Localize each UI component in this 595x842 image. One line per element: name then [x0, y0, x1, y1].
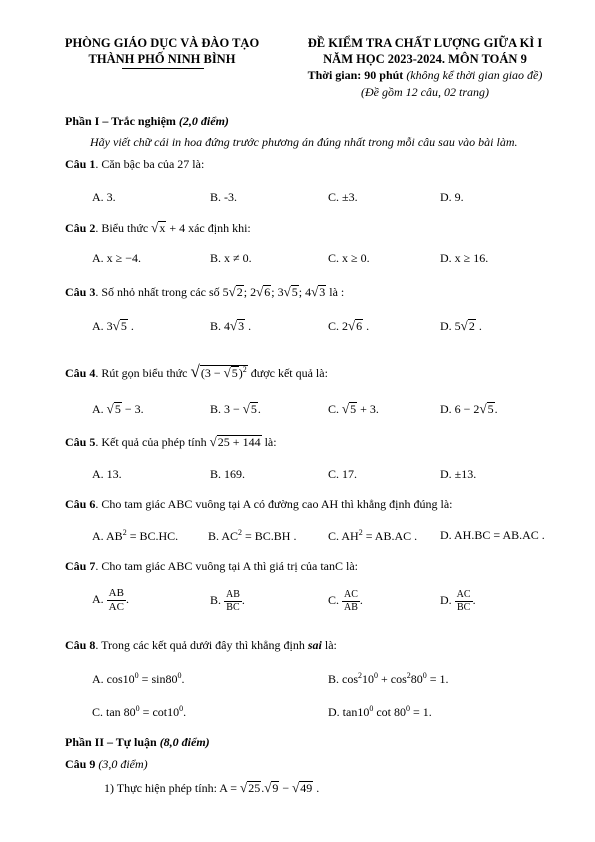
- exponent: 2: [238, 528, 243, 537]
- fraction: [342, 589, 360, 613]
- part2-title: Phần II – Tự luận: [65, 735, 157, 749]
- radicand: 6: [356, 319, 363, 333]
- numerator: AB: [226, 589, 240, 600]
- question-emphasis: sai: [307, 638, 322, 652]
- header-city: THÀNH PHỐ NINH BÌNH: [88, 52, 236, 66]
- radicand: 25 + 144: [217, 435, 261, 449]
- q8-option-c: [92, 704, 186, 720]
- sqrt-sign: √: [228, 284, 236, 299]
- question-label: Câu 3: [65, 285, 96, 299]
- q1-option-c: C. ±3.: [328, 190, 358, 204]
- question-label: Câu 5: [65, 435, 96, 449]
- sqrt-sign: √: [348, 318, 356, 333]
- sqrt-sign: √: [106, 401, 114, 416]
- denominator: AC: [108, 600, 124, 613]
- q7-option-c: C. $\frac{AC}{AB}$ .: [328, 589, 363, 613]
- coef: 3: [277, 285, 284, 299]
- q8-option-b: [328, 671, 449, 687]
- fraction: [224, 589, 242, 613]
- exam-time: [290, 68, 560, 83]
- q4-option-a: [92, 401, 144, 417]
- sqrt-sign: √: [256, 284, 264, 299]
- coef: D. 5: [440, 319, 461, 333]
- option-end: .: [181, 672, 185, 686]
- question-text-post: là :: [326, 285, 345, 299]
- exponent: 2: [122, 528, 127, 537]
- sqrt-sign: √: [342, 401, 350, 416]
- radicand: 2: [236, 285, 243, 299]
- part2-points: (8,0 điểm): [159, 735, 210, 749]
- q4-option-d: [440, 401, 498, 417]
- exponent: 2: [242, 365, 247, 374]
- option-mid: + cos: [378, 672, 407, 686]
- time-label: Thời gian: 90 phút: [307, 68, 404, 82]
- q6-option-d: D. AH.BC = AB.AC .: [440, 528, 545, 542]
- question-text-pre: . Trong các kết quả dưới đây thì khẳng định: [95, 638, 308, 652]
- radicand: 5: [114, 402, 121, 416]
- q4-option-b: [210, 401, 261, 417]
- sqrt-sign: √: [479, 401, 487, 416]
- q6-option-c: [328, 528, 417, 544]
- question-text-pre: . Rút gọn biểu thức: [95, 366, 191, 380]
- sqrt-sign: √: [460, 318, 468, 333]
- radicand: 2: [468, 319, 475, 333]
- option-post: = AB.AC .: [362, 529, 418, 543]
- option-mid: 80: [410, 672, 423, 686]
- q2-option-a: A. x ≥ −4.: [92, 251, 142, 265]
- question-9: [65, 757, 148, 772]
- coef: 5: [222, 285, 229, 299]
- degree: 0: [369, 704, 374, 713]
- question-2: [65, 220, 251, 236]
- numerator: AC: [456, 589, 471, 600]
- option-post: = BC.HC.: [126, 529, 179, 543]
- option-end: = 1.: [410, 705, 432, 719]
- degree: 0: [177, 671, 182, 680]
- question-text-post: là:: [321, 638, 337, 652]
- option-pre: B. AC: [208, 529, 239, 543]
- sqrt-sign: √: [240, 780, 248, 795]
- radicand: 5: [231, 366, 238, 380]
- radicand: 49: [300, 781, 313, 795]
- question-label: Câu 4: [65, 366, 96, 380]
- radicand: 9: [272, 781, 279, 795]
- denominator: BC: [456, 601, 471, 613]
- radicand: 5: [487, 402, 494, 416]
- radicand: 3: [238, 319, 245, 333]
- exponent: 2: [358, 528, 363, 537]
- q6-option-b: [208, 528, 296, 544]
- degree: 0: [406, 704, 410, 713]
- q4-option-c: [328, 401, 379, 417]
- question-text: . Cho tam giác ABC vuông tại A thì giá trị của tanC là:: [95, 559, 358, 573]
- option-pre: B. cos: [328, 672, 358, 686]
- option-pre: A. cos10: [92, 672, 135, 686]
- radicand-outer: [200, 365, 248, 380]
- radicand: 5: [250, 402, 257, 416]
- option-letter: B.: [210, 592, 222, 607]
- question-label: Câu 6: [65, 497, 96, 511]
- sqrt-sign: √: [292, 780, 300, 795]
- question-8: [65, 638, 337, 653]
- part1-instruction: Hãy viết chữ cái in hoa đứng trước phương án đúng nhất trong mỗi câu sau vào bài làm.: [90, 135, 518, 149]
- question-5: [65, 434, 277, 450]
- option-letter: C.: [328, 592, 340, 607]
- q7-option-b: B. $\frac{AB}{BC}$ .: [210, 589, 245, 613]
- q2-option-b: B. x ≠ 0.: [210, 251, 252, 265]
- q5-option-c: C. 17.: [328, 467, 358, 481]
- option-post: .: [257, 402, 261, 416]
- degree: 0: [134, 671, 139, 680]
- question-label: Câu 2: [65, 221, 96, 235]
- radicand: 5: [291, 285, 298, 299]
- sqrt-sign: √: [283, 284, 291, 299]
- question-text: . Căn bậc ba của 27 là:: [95, 157, 205, 171]
- q8-option-d: [328, 704, 432, 720]
- question-text-pre: . Biểu thức: [95, 221, 152, 235]
- option-pre: D. tan10: [328, 705, 370, 719]
- q8-option-a: [92, 671, 184, 687]
- option-pre: A. AB: [92, 529, 123, 543]
- sqrt-sign: √: [264, 780, 272, 795]
- sqrt-sign: √: [311, 284, 319, 299]
- option-pre: B. 3 −: [210, 402, 243, 416]
- option-pre: C. AH: [328, 529, 359, 543]
- coef: 4: [305, 285, 312, 299]
- question-points: (3,0 điểm): [98, 757, 148, 771]
- radicand: x: [159, 221, 166, 235]
- option-post: + 3.: [357, 402, 379, 416]
- question-label: Câu 9: [65, 757, 96, 771]
- option-pre: A.: [92, 402, 107, 416]
- q3-option-d: D. 5√2 .: [440, 318, 482, 333]
- item-end: .: [313, 781, 320, 795]
- q3-option-a: A. 3√5 .: [92, 318, 134, 333]
- option-pre: D. 6 − 2: [440, 402, 480, 416]
- q9-item-1: [104, 780, 319, 796]
- radicand: 5: [350, 402, 357, 416]
- radicand: 3: [319, 285, 326, 299]
- question-text: . Cho tam giác ABC vuông tại A có đường cao AH thì khẳng định đúng là:: [95, 497, 453, 511]
- option-pre: C. tan 80: [92, 705, 136, 719]
- item-text: 1) Thực hiện phép tính: A =: [104, 781, 241, 795]
- part1-title: Phần I – Trắc nghiệm: [65, 114, 176, 128]
- expr-tail: + 4: [166, 221, 186, 235]
- question-text-pre: . Kết quả của phép tính: [95, 435, 210, 449]
- q5-option-a: A. 13.: [92, 467, 122, 481]
- q2-option-d: D. x ≥ 16.: [440, 251, 489, 265]
- question-text-post: xác định khi:: [185, 221, 251, 235]
- header-department: PHÒNG GIÁO DỤC VÀ ĐÀO TẠO: [64, 36, 260, 50]
- sqrt-sign: √: [230, 318, 238, 333]
- q3-option-c: C. 2√6 .: [328, 318, 370, 333]
- q5-option-d: D. ±13.: [440, 467, 477, 481]
- fraction: [455, 589, 473, 613]
- option-post: .: [494, 402, 498, 416]
- option-mid: = cot10: [139, 705, 180, 719]
- pages-note: (Đề gồm 12 câu, 02 trang): [361, 85, 489, 99]
- sqrt-sign: √: [112, 318, 120, 333]
- q1-option-a: A. 3.: [92, 190, 116, 204]
- exam-year-subject: NĂM HỌC 2023-2024. MÔN TOÁN 9: [323, 52, 527, 66]
- question-text-post: được kết quả là:: [247, 366, 328, 380]
- question-6: [65, 497, 453, 512]
- question-text-post: là:: [261, 435, 277, 449]
- header-underline: [122, 68, 204, 69]
- fraction: [107, 587, 126, 613]
- inner-close: ): [238, 366, 243, 380]
- denominator: AB: [344, 601, 358, 613]
- option-mid: = sin80: [138, 672, 178, 686]
- question-4: [65, 362, 328, 382]
- q2-option-c: C. x ≥ 0.: [328, 251, 370, 265]
- sqrt-sign: √: [242, 401, 250, 416]
- square: 2: [358, 671, 362, 680]
- q7-option-a: A. $\frac{AB}{AC}$ .: [92, 587, 129, 613]
- denominator: BC: [226, 601, 240, 613]
- radicand: 6: [264, 285, 271, 299]
- q7-option-d: D. $\frac{AC}{BC}$ .: [440, 589, 476, 613]
- square: 2: [406, 671, 411, 680]
- option-post: − 3.: [121, 402, 144, 416]
- time-note: (không kể thời gian giao đề): [406, 68, 543, 82]
- q1-option-b: B. -3.: [210, 190, 237, 204]
- radicand: 5: [120, 319, 127, 333]
- part1-points: (2,0 điểm): [178, 114, 229, 128]
- degree: 0: [374, 671, 378, 680]
- degree: 0: [179, 704, 184, 713]
- inner-open: (3 −: [200, 366, 224, 380]
- part1-heading: [65, 114, 229, 129]
- question-1: [65, 157, 204, 172]
- sqrt-sign: √: [223, 365, 231, 380]
- numerator: AC: [344, 589, 358, 600]
- option-pre: C.: [328, 402, 343, 416]
- coef: 2: [250, 285, 257, 299]
- option-mid: cot 80: [373, 705, 406, 719]
- degree: 0: [135, 704, 140, 713]
- question-label: Câu 7: [65, 559, 96, 573]
- question-text-pre: . Số nhỏ nhất trong các số: [95, 285, 223, 299]
- coef: C. 2: [328, 319, 349, 333]
- sqrt-sign: √: [209, 434, 217, 449]
- option-letter: D.: [440, 592, 452, 607]
- coef: A. 3: [92, 319, 113, 333]
- option-letter: A.: [92, 591, 104, 606]
- option-post: = BC.BH .: [242, 529, 297, 543]
- operator: .: [261, 781, 265, 795]
- radicand: 25: [248, 781, 261, 795]
- question-label: Câu 1: [65, 157, 96, 171]
- sqrt-sign: √: [190, 362, 200, 381]
- option-end: = 1.: [426, 672, 449, 686]
- q1-option-d: D. 9.: [440, 190, 464, 204]
- q3-option-b: B. 4√3 .: [210, 318, 252, 333]
- operator: −: [279, 781, 293, 795]
- degree: 0: [422, 671, 427, 680]
- sqrt-sign: √: [151, 220, 159, 235]
- q5-option-b: B. 169.: [210, 467, 246, 481]
- numerator: AB: [108, 587, 124, 599]
- question-3: Câu 3. Số nhỏ nhất trong các số 5√2; 2√6; 3√5; 4√3 là :: [65, 284, 345, 299]
- question-label: Câu 8: [65, 638, 96, 652]
- part2-heading: [65, 735, 210, 750]
- exam-title: ĐỀ KIỂM TRA CHẤT LƯỢNG GIỮA KÌ I: [307, 36, 543, 50]
- option-mid: 10: [362, 672, 374, 686]
- q6-option-a: [92, 528, 178, 544]
- coef: B. 4: [210, 319, 231, 333]
- option-end: .: [183, 705, 187, 719]
- question-7: [65, 559, 358, 574]
